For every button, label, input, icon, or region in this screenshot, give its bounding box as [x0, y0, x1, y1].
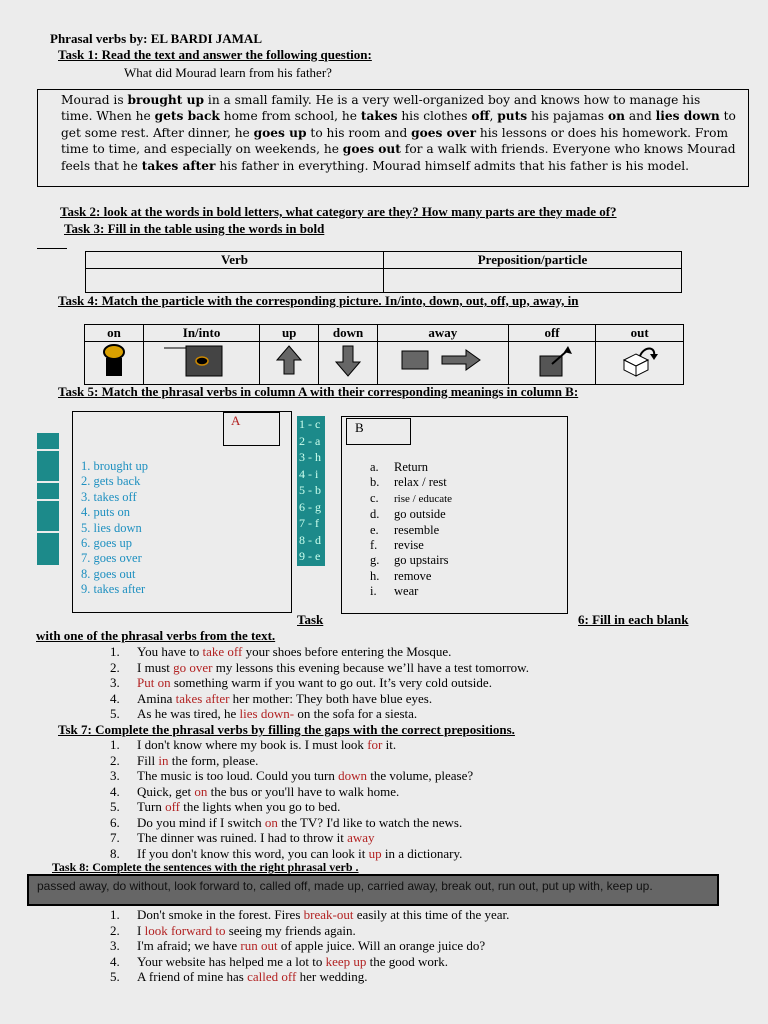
exercise-item	[110, 752, 473, 769]
recycle-box-out-icon	[610, 342, 670, 380]
text-segment: the TV? I'd like to watch the news.	[277, 814, 463, 830]
text-segment: As he was tired, he	[137, 706, 240, 721]
reading-line	[61, 141, 736, 157]
verb-cell[interactable]	[86, 269, 384, 293]
exercise-item	[110, 953, 509, 970]
answer-text: down	[338, 768, 368, 783]
bold-phrasal-verb: goes up	[253, 125, 307, 140]
text-segment: ,	[489, 109, 498, 124]
task8-list	[110, 907, 510, 985]
answer-key-item: 3 - h	[299, 450, 321, 464]
col-verb-header: Verb	[86, 252, 384, 269]
text-segment: the volume, please?	[367, 768, 474, 783]
text-segment: your shoes before entering the Mosque.	[242, 644, 452, 659]
box-with-arrow-off-icon	[522, 342, 582, 380]
task7-list	[110, 737, 474, 861]
text-segment: Your website has helped me a lot to	[137, 953, 326, 969]
text-segment: I	[137, 922, 145, 938]
text-segment: his pajamas	[527, 109, 608, 124]
column-b-item	[370, 584, 452, 599]
column-a-label-box	[223, 412, 280, 446]
teal-marker	[37, 501, 59, 531]
item-number: 3.	[110, 675, 120, 690]
reading-line	[61, 125, 736, 141]
column-b-meaning: relax / rest	[394, 475, 447, 490]
exercise-item	[110, 659, 529, 676]
answer-key-item: 2 - a	[299, 433, 321, 448]
column-a-item: 9. takes after	[81, 582, 146, 597]
divider	[37, 248, 67, 249]
task6-list	[110, 644, 529, 722]
column-a-item: 6. goes up	[81, 536, 133, 551]
column-b-letter: a.	[370, 460, 379, 474]
answer-text: take off	[202, 644, 243, 659]
prep-cell[interactable]	[384, 269, 682, 293]
column-b-label-box	[346, 418, 411, 445]
text-segment: of apple juice. Will an orange juice do?	[277, 938, 486, 953]
item-number: 1.	[110, 737, 120, 752]
exercise-item	[110, 845, 473, 862]
exercise-item	[110, 969, 509, 985]
reading-text-box	[37, 89, 749, 187]
ball-on-box-icon	[94, 342, 134, 380]
reading-line	[61, 108, 736, 124]
answer-text: on	[264, 814, 278, 830]
item-number: 2.	[110, 922, 120, 938]
column-b-item	[370, 523, 452, 538]
picture-cell	[508, 342, 596, 385]
column-b-meaning: revise	[394, 538, 424, 553]
exercise-item	[110, 814, 473, 831]
text-segment: get some rest. After dinner, he	[61, 125, 254, 140]
bold-phrasal-verb: goes over	[411, 125, 477, 140]
text-segment: her mother: They both have blue eyes.	[229, 690, 433, 706]
exercise-item	[110, 783, 473, 800]
column-a-item: 3. takes off	[81, 489, 137, 504]
answer-key-item: 4 - i	[299, 466, 319, 481]
column-b-letter: d.	[370, 507, 380, 522]
answer-text: for	[367, 737, 383, 752]
answer-text: break-out	[303, 907, 354, 922]
column-b-letter: i.	[370, 584, 377, 599]
particle-off: off	[508, 325, 596, 342]
text-segment: for a walk with friends. Everyone who knows Mourad	[400, 142, 736, 157]
answer-key-item: 9 - e	[299, 549, 321, 563]
bold-phrasal-verb: takes after	[141, 158, 216, 173]
particle-up: up	[260, 325, 319, 342]
ball-in-box-icon	[162, 342, 242, 380]
item-number: 4.	[110, 953, 120, 969]
word-bank-box	[27, 874, 719, 906]
text-segment: to his room and	[306, 125, 412, 140]
text-segment: the bus or you'll have to walk home.	[207, 783, 400, 799]
answer-text: called off	[247, 969, 297, 984]
item-number: 3.	[110, 768, 120, 783]
column-b-letter: e.	[370, 522, 379, 537]
exercise-item	[110, 799, 473, 815]
picture-cell	[596, 342, 684, 385]
text-segment: You have to	[137, 644, 203, 659]
item-number: 5.	[110, 706, 120, 721]
particle-picture-table	[84, 324, 684, 385]
bold-phrasal-verb: off	[471, 109, 490, 124]
reading-text	[61, 92, 736, 174]
column-a-label: A	[231, 413, 241, 428]
exercise-item	[110, 907, 510, 923]
answer-key-item: 8 - d	[299, 532, 321, 547]
picture-cell	[85, 342, 144, 385]
text-segment: Turn	[137, 799, 166, 814]
column-b-item	[370, 491, 452, 507]
column-a-box	[72, 411, 292, 613]
text-segment: Quick, get	[137, 783, 195, 799]
word-bank: passed away, do without, look forward to, called off, made up, carried away, break out, run out, put up with, keep up.	[37, 879, 653, 893]
answer-key-item: 1 - c	[299, 417, 321, 431]
picture-cell	[319, 342, 378, 385]
text-segment: the lights when you go to bed.	[180, 799, 341, 814]
item-number: 5.	[110, 799, 120, 814]
teal-marker	[37, 451, 59, 481]
reading-line	[61, 158, 736, 174]
column-b-meaning: remove	[394, 568, 432, 583]
column-b-item	[370, 553, 452, 568]
answer-key-item: 5 - b	[299, 483, 321, 497]
text-segment: the form, please.	[168, 752, 259, 768]
text-segment: Fill	[137, 752, 159, 768]
item-number: 1.	[110, 644, 120, 659]
task8-heading: Task 8: Complete the sentences with the right phrasal verb .	[52, 860, 359, 874]
column-b-box	[341, 416, 568, 614]
answer-text: look forward to	[144, 922, 226, 938]
text-segment: time to time, and especially on weekends, he	[61, 142, 343, 157]
text-segment: feels that he	[61, 158, 142, 173]
teal-marker	[37, 433, 59, 449]
task7-heading: Tsk 7: Complete the phrasal verbs by filling the gaps with the correct prepositions.	[58, 722, 515, 737]
column-b-item	[370, 569, 452, 584]
task6-heading-part1: Task	[297, 612, 324, 627]
particle-out: out	[596, 325, 684, 342]
down-arrow-icon	[328, 342, 368, 380]
item-number: 5.	[110, 969, 120, 984]
text-segment: If you don't know this word, you can look it	[137, 845, 369, 861]
column-a-item: 4. puts on	[81, 505, 130, 520]
task5-heading: Task 5: Match the phrasal verbs in column A with their corresponding meanings in column B:	[58, 384, 579, 399]
exercise-item	[110, 706, 529, 722]
bold-phrasal-verb: goes out	[342, 142, 401, 157]
exercise-item	[110, 922, 509, 939]
item-number: 1.	[110, 907, 120, 922]
text-segment: Do you mind if I switch	[137, 814, 265, 830]
text-segment: The music is too loud. Could you turn	[137, 768, 339, 783]
bold-phrasal-verb: brought up	[127, 93, 205, 107]
answer-key-item: 7 - f	[299, 516, 319, 530]
text-segment: in a dictionary.	[381, 845, 463, 861]
answer-key-list	[299, 416, 321, 565]
column-a-item: 5. lies down	[81, 520, 142, 535]
verb-particle-table	[85, 251, 682, 293]
picture-cell	[378, 342, 509, 385]
text-segment: home from school, he	[219, 109, 361, 124]
item-number: 4.	[110, 783, 120, 799]
bold-phrasal-verb: lies down	[655, 109, 720, 124]
text-segment: seeing my friends again.	[225, 922, 356, 938]
particle-away: away	[378, 325, 509, 342]
teal-marker	[37, 533, 59, 565]
up-arrow-icon	[269, 342, 309, 380]
bold-phrasal-verb: puts	[497, 109, 528, 124]
box-with-right-arrow-icon	[398, 342, 488, 380]
column-b-item	[370, 507, 452, 522]
teal-marker	[37, 483, 59, 499]
text-segment: A friend of mine has	[137, 969, 248, 984]
text-segment: and	[624, 109, 656, 124]
answer-text: lies down-	[239, 706, 295, 721]
column-b-list	[370, 460, 452, 600]
item-number: 7.	[110, 830, 120, 845]
column-b-meaning: go outside	[394, 507, 446, 522]
text-segment: it.	[382, 737, 397, 752]
item-number: 6.	[110, 814, 120, 830]
answer-text: up	[368, 845, 382, 861]
text-segment: to	[719, 109, 736, 124]
text-segment: on the sofa for a siesta.	[294, 706, 418, 721]
answer-text: keep up	[325, 953, 367, 969]
column-a-item: 8. goes out	[81, 566, 136, 581]
answer-text: on	[194, 783, 208, 799]
text-segment: The dinner was ruined. I had to throw it	[137, 830, 348, 845]
column-b-letter: g.	[370, 553, 380, 568]
answer-text: away	[347, 830, 375, 845]
text-segment: I don't know where my book is. I must look	[137, 737, 368, 752]
answer-text: run out	[240, 938, 278, 953]
col-prep-header: Preposition/particle	[384, 252, 682, 269]
text-segment: something warm if you want to go out. It’s very cold outside.	[170, 675, 492, 690]
column-b-label: B	[355, 420, 364, 435]
text-segment: his clothes	[397, 109, 472, 124]
exercise-item	[110, 938, 509, 954]
column-a-list	[81, 459, 148, 598]
bold-phrasal-verb: gets back	[154, 109, 220, 124]
text-segment: I must	[137, 659, 174, 675]
answer-text: off	[165, 799, 181, 814]
column-a-item: 7. goes over	[81, 551, 142, 566]
exercise-item	[110, 675, 529, 691]
text-segment: the good work.	[366, 953, 449, 969]
text-segment: Don't smoke in the forest. Fires	[137, 907, 304, 922]
item-number: 4.	[110, 690, 120, 706]
text-segment: in a small family. He is a very well-organized boy and knows how to manage his	[204, 93, 701, 107]
item-number: 2.	[110, 659, 120, 675]
task3-heading: Task 3: Fill in the table using the words in bold	[64, 221, 325, 236]
task2-heading: Task 2: look at the words in bold letters, what category are they? How many parts are they made of?	[60, 204, 617, 219]
bold-phrasal-verb: on	[607, 109, 625, 124]
column-b-meaning: wear	[394, 584, 419, 599]
text-segment: his lessons or does his homework. From	[476, 125, 729, 140]
text-segment: Mourad is	[61, 93, 128, 107]
column-b-letter: f.	[370, 538, 378, 553]
text-segment: I'm afraid; we have	[137, 938, 241, 953]
text-segment: time. When he	[61, 109, 155, 124]
text-segment: easily at this time of the year.	[353, 907, 510, 922]
column-a-item: 1. brought up	[81, 459, 149, 473]
text-segment: her wedding.	[296, 969, 368, 984]
column-b-item	[370, 475, 452, 490]
column-b-letter: c.	[370, 490, 379, 505]
text-segment: his father in everything. Mourad himself admits that his father is his model.	[215, 158, 690, 173]
particle-down: down	[319, 325, 378, 342]
task6-heading-part2: 6: Fill in each blank	[578, 612, 689, 627]
column-b-meaning: Return	[394, 460, 429, 474]
exercise-item	[110, 830, 473, 846]
column-b-letter: b.	[370, 475, 380, 490]
particle-in-into: In/into	[143, 325, 259, 342]
item-number: 2.	[110, 752, 120, 768]
task1-question: What did Mourad learn from his father?	[124, 65, 332, 80]
column-b-item	[370, 538, 452, 553]
column-b-meaning: resemble	[394, 522, 440, 537]
answer-key-strip	[297, 416, 325, 566]
answer-text: go over	[173, 659, 213, 675]
task4-heading: Task 4: Match the particle with the corresponding picture. In/into, down, out, off, up, away, in	[58, 293, 579, 308]
item-number: 3.	[110, 938, 120, 953]
reading-line	[61, 92, 736, 108]
exercise-item	[110, 737, 473, 753]
answer-text: in	[158, 752, 169, 768]
page-title: Phrasal verbs by: EL BARDI JAMAL	[50, 31, 262, 46]
task1-heading: Task 1: Read the text and answer the following question:	[58, 47, 372, 62]
particle-on: on	[85, 325, 144, 342]
column-b-meaning: rise / educate	[394, 492, 453, 505]
exercise-item	[110, 768, 474, 784]
column-b-letter: h.	[370, 568, 380, 583]
answer-key-item: 6 - g	[299, 499, 321, 514]
bold-phrasal-verb: takes	[360, 109, 398, 124]
column-b-item	[370, 460, 452, 475]
item-number: 8.	[110, 845, 120, 861]
answer-text: Put on	[137, 675, 171, 690]
text-segment: my lessons this evening because we’ll have a test tomorrow.	[212, 659, 529, 675]
column-b-meaning: go upstairs	[394, 553, 449, 568]
text-segment: Amina	[137, 690, 176, 706]
exercise-item	[110, 690, 529, 707]
exercise-item	[110, 644, 529, 660]
picture-cell	[260, 342, 319, 385]
picture-cell	[143, 342, 259, 385]
task6-heading-part3: with one of the phrasal verbs from the text.	[36, 628, 276, 643]
answer-text: takes after	[175, 690, 230, 706]
column-a-item: 2. gets back	[81, 474, 141, 489]
